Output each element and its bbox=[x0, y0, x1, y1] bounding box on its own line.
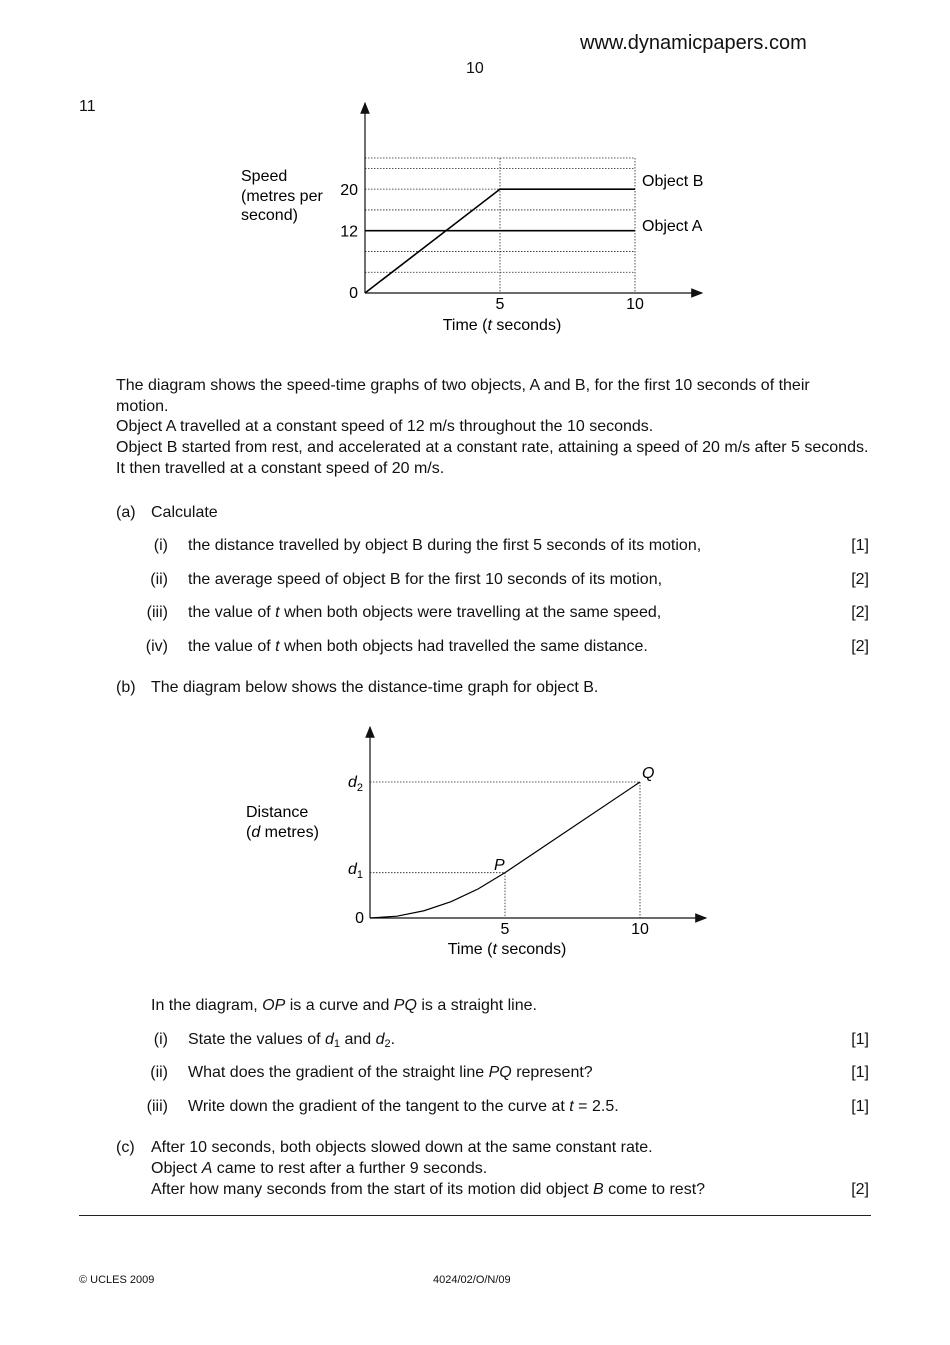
question-text: What does the gradient of the straight line PQ represent? bbox=[188, 1064, 593, 1081]
marks: [1] bbox=[851, 1064, 869, 1081]
x-tick-label: 5 bbox=[500, 921, 510, 938]
part-a-text: Calculate bbox=[151, 504, 218, 521]
roman-label: (iv) bbox=[145, 638, 168, 655]
marks-c: [2] bbox=[851, 1181, 869, 1198]
page-number: 10 bbox=[466, 60, 484, 77]
question-text: the distance travelled by object B during the first 5 seconds of its motion, bbox=[188, 537, 702, 554]
roman-label: (ii) bbox=[150, 571, 168, 588]
question-text: State the values of $d_1$ and $d_2$. bbox=[188, 1031, 396, 1050]
chart1-legend-object-b: Object B bbox=[642, 173, 704, 190]
question-text: the value of t when both objects were travelling at the same speed, bbox=[188, 604, 662, 621]
divider bbox=[79, 1215, 871, 1216]
point-label-p: P bbox=[494, 857, 505, 874]
part-c-line-1: After 10 seconds, both objects slowed down at the same constant rate. bbox=[151, 1139, 653, 1156]
intro-line-1: The diagram shows the speed-time graphs of two objects, A and B, for the first 10 seconds of their bbox=[116, 377, 810, 394]
intro-line-5: It then travelled at a constant speed of 20 m/s. bbox=[116, 460, 445, 477]
roman-label: (i) bbox=[153, 537, 168, 554]
question-number: 11 bbox=[79, 98, 96, 115]
marks: [1] bbox=[851, 537, 869, 554]
footer-copyright: © UCLES 2009 bbox=[79, 1274, 155, 1286]
question-b-i bbox=[0, 1029, 950, 1053]
roman-label: (i) bbox=[153, 1031, 168, 1048]
question-a-iii bbox=[0, 602, 950, 623]
chart2-ylabel-line2: (d metres) bbox=[246, 824, 319, 841]
part-c-line-2: Object A came to rest after a further 9 seconds. bbox=[151, 1160, 488, 1177]
question-b-iii bbox=[0, 1096, 950, 1117]
question-a-ii bbox=[0, 569, 950, 590]
part-a-label: (a) bbox=[116, 504, 136, 521]
marks: [1] bbox=[851, 1031, 869, 1048]
question-b-ii bbox=[0, 1062, 950, 1083]
tick-label-d2: $d_2$ bbox=[348, 774, 364, 794]
x-tick-label: 10 bbox=[631, 921, 649, 938]
chart2-ylabel-line1: Distance bbox=[246, 804, 309, 821]
roman-label: (iii) bbox=[146, 1098, 168, 1115]
marks: [2] bbox=[851, 604, 869, 621]
question-text: the value of t when both objects had travelled the same distance. bbox=[188, 638, 648, 655]
question-a-iv bbox=[0, 636, 950, 657]
tick-label-d1: $d_1$ bbox=[348, 861, 364, 881]
chart1-ylabel-line1: Speed bbox=[241, 168, 288, 185]
x-tick-label: 5 bbox=[495, 296, 505, 313]
marks: [2] bbox=[851, 638, 869, 655]
y-tick-label: 0 bbox=[355, 910, 364, 927]
point-label-q: Q bbox=[642, 765, 655, 782]
roman-label: (iii) bbox=[146, 604, 168, 621]
part-b-label: (b) bbox=[116, 679, 136, 696]
roman-label: (ii) bbox=[150, 1064, 168, 1081]
part-c-line-3: After how many seconds from the start of its motion did object B come to rest? bbox=[151, 1181, 706, 1198]
chart1-ylabel-line3: second) bbox=[241, 207, 298, 224]
chart1-xlabel: Time (t seconds) bbox=[442, 317, 562, 334]
site-url: www.dynamicpapers.com bbox=[580, 32, 807, 54]
question-a-i bbox=[0, 535, 950, 556]
footer-code: 4024/02/O/N/09 bbox=[433, 1274, 511, 1286]
distance-time-chart bbox=[230, 720, 730, 965]
marks: [1] bbox=[851, 1098, 869, 1115]
chart2-xlabel: Time (t seconds) bbox=[447, 941, 567, 958]
series-object-b bbox=[365, 189, 635, 293]
intro-line-4: Object B started from rest, and accelerated at a constant rate, attaining a speed of 20 m/s after 5 seconds. bbox=[116, 439, 869, 456]
part-c-label: (c) bbox=[116, 1139, 135, 1156]
intro-line-3: Object A travelled at a constant speed of 12 m/s throughout the 10 seconds. bbox=[116, 418, 654, 435]
y-tick-label: 0 bbox=[349, 285, 358, 302]
part-b-text: The diagram below shows the distance-time graph for object B. bbox=[151, 679, 599, 696]
marks: [2] bbox=[851, 571, 869, 588]
intro-line-2: motion. bbox=[116, 398, 169, 415]
chart1-legend-object-a: Object A bbox=[642, 218, 703, 235]
part-b-description: In the diagram, OP is a curve and PQ is a straight line. bbox=[151, 997, 537, 1014]
question-text: the average speed of object B for the first 10 seconds of its motion, bbox=[188, 571, 663, 588]
y-tick-label: 12 bbox=[340, 223, 358, 241]
x-tick-label: 10 bbox=[626, 296, 644, 313]
chart1-ylabel-line2: (metres per bbox=[241, 188, 323, 205]
y-tick-label: 20 bbox=[340, 182, 358, 200]
speed-time-chart bbox=[230, 95, 730, 340]
question-text: Write down the gradient of the tangent to the curve at t = 2.5. bbox=[188, 1098, 619, 1115]
